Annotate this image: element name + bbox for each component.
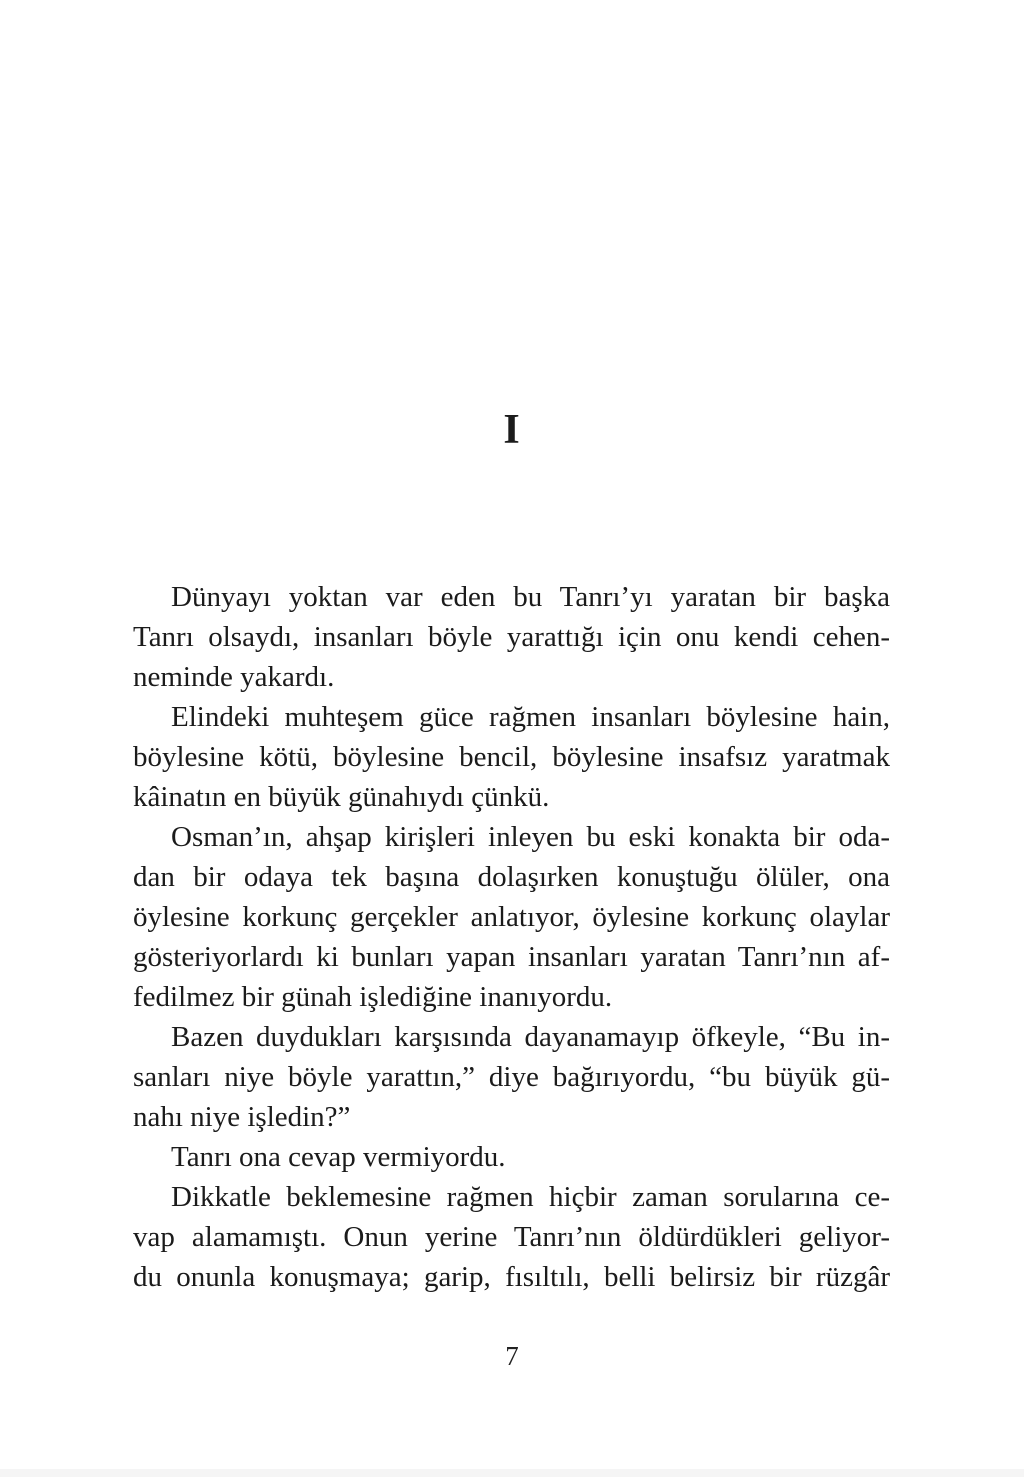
text-line: sanları niye böyle yarattın,” diye bağırıyordu, “bu büyük gü- [133,1061,890,1093]
page-bottom-edge [0,1469,1024,1477]
paragraph [133,577,890,697]
text-line: Bazen duydukları karşısında dayanamayıp öfkeyle, “Bu in- [171,1021,890,1053]
text-line: Osman’ın, ahşap kirişleri inleyen bu eski konakta bir oda- [171,821,890,853]
body-text-block [133,577,890,1297]
text-line: Dikkatle beklemesine rağmen hiçbir zaman sorularına ce- [171,1181,890,1213]
paragraph [133,1017,890,1137]
paragraph [133,1177,890,1297]
text-line: du onunla konuşmaya; garip, fısıltılı, belli belirsiz bir rüzgâr [133,1261,890,1293]
text-line: vap alamamıştı. Onun yerine Tanrı’nın öldürdükleri geliyor- [133,1221,890,1253]
text-line: öylesine korkunç gerçekler anlatıyor, öylesine korkunç olaylar [133,901,890,933]
text-line: Tanrı ona cevap vermiyordu. [171,1141,506,1173]
text-line: dan bir odaya tek başına dolaşırken konuştuğu ölüler, ona [133,861,890,893]
paragraph [133,1137,890,1177]
page-number: 7 [505,1341,519,1371]
paragraph [133,817,890,1017]
text-line: nahı niye işledin?” [133,1101,351,1133]
text-line: böylesine kötü, böylesine bencil, böylesine insafsız yaratmak [133,741,890,773]
text-line: Elindeki muhteşem güce rağmen insanları böylesine hain, [171,701,890,733]
text-line: kâinatın en büyük günahıydı çünkü. [133,781,550,813]
paragraph [133,697,890,817]
text-line: gösteriyorlardı ki bunları yapan insanları yaratan Tanrı’nın af- [133,941,890,973]
text-line: fedilmez bir günah işlediğine inanıyordu. [133,981,613,1013]
text-line: Tanrı olsaydı, insanları böyle yarattığı için onu kendi cehen- [133,621,890,653]
chapter-number-heading: I [503,407,521,453]
text-line: neminde yakardı. [133,661,335,693]
text-line: Dünyayı yoktan var eden bu Tanrı’yı yaratan bir başka [171,581,890,613]
